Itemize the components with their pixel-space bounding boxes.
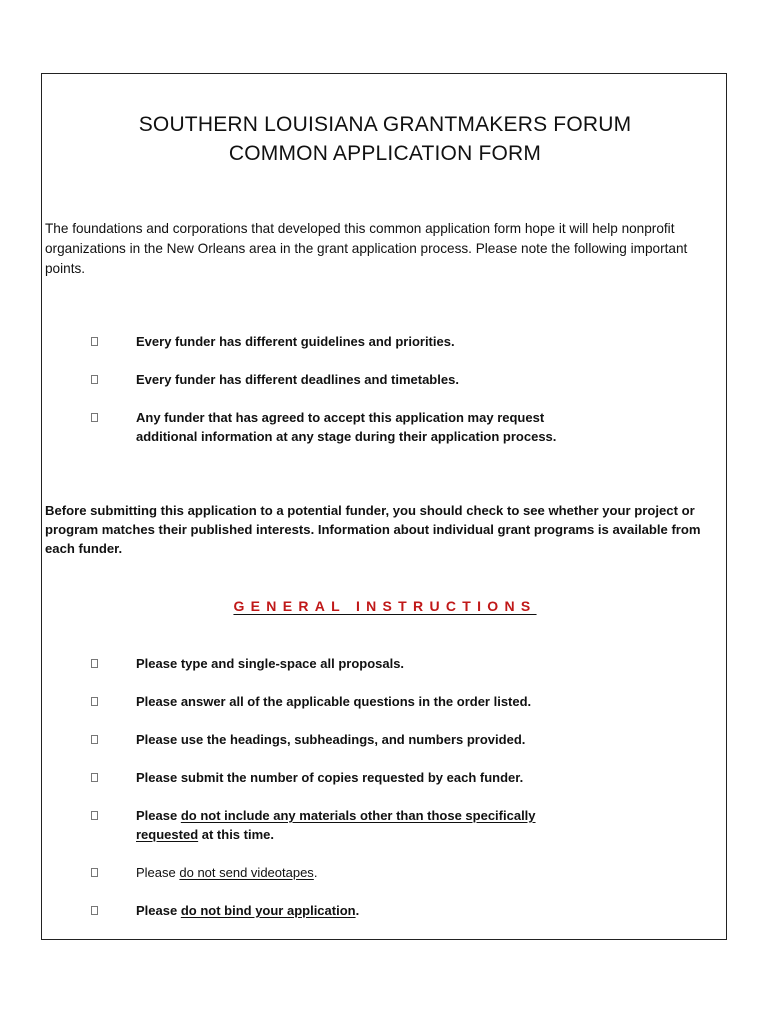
bullet-box-icon	[91, 659, 98, 668]
instruction-item: Please submit the number of copies requested by each funder.	[136, 770, 524, 785]
point-line-2: additional information at any stage during their application process.	[136, 429, 557, 444]
heading-text: GENERAL INSTRUCTIONS	[233, 598, 537, 614]
instruction-item	[136, 806, 636, 844]
instruction-prefix: Please	[136, 903, 181, 918]
point-line-1: Any funder that has agreed to accept this application may request	[136, 410, 545, 425]
bullet-box-icon	[91, 337, 98, 346]
point-item	[136, 408, 616, 446]
title-line-1: SOUTHERN LOUISIANA GRANTMAKERS FORUM	[138, 113, 632, 136]
bullet-box-icon	[91, 906, 98, 915]
bullet-box-icon	[91, 811, 98, 820]
instruction-item: Please answer all of the applicable questions in the order listed.	[136, 694, 532, 709]
title-line-2: COMMON APPLICATION FORM	[228, 142, 542, 165]
instruction-suffix: .	[355, 903, 360, 918]
instruction-item	[136, 901, 586, 920]
bullet-box-icon	[91, 413, 98, 422]
instruction-underlined: do not send videotapes	[179, 865, 314, 880]
intro-paragraph: The foundations and corporations that developed this common application form hope it will help nonprofit organizations in the New Orleans area in the grant application process. Please note the following important points.	[45, 221, 688, 276]
page-title	[0, 110, 770, 168]
bullet-box-icon	[91, 375, 98, 384]
instruction-underlined: do not include any materials other than those specifically	[180, 808, 536, 823]
bullet-box-icon	[91, 735, 98, 744]
instruction-item	[136, 863, 586, 882]
general-instructions-heading	[0, 596, 770, 616]
check-paragraph: Before submitting this application to a potential funder, you should check to see whether your project or program matches their published interests. Information about individual grant programs is available from each funder.	[45, 503, 701, 556]
instruction-item: Please use the headings, subheadings, and numbers provided.	[136, 732, 526, 747]
point-item: Every funder has different deadlines and timetables.	[136, 372, 459, 387]
bullet-box-icon	[91, 697, 98, 706]
bullet-box-icon	[91, 868, 98, 877]
instruction-underlined: do not bind your application	[180, 903, 356, 918]
instruction-suffix: at this time.	[198, 827, 274, 842]
point-item: Every funder has different guidelines and priorities.	[136, 334, 455, 349]
instruction-prefix: Please	[136, 865, 180, 880]
instruction-suffix: .	[313, 865, 318, 880]
bullet-box-icon	[91, 773, 98, 782]
instruction-item: Please type and single-space all proposals.	[136, 656, 405, 671]
instruction-underlined: requested	[136, 827, 199, 842]
instruction-prefix: Please	[136, 808, 181, 823]
